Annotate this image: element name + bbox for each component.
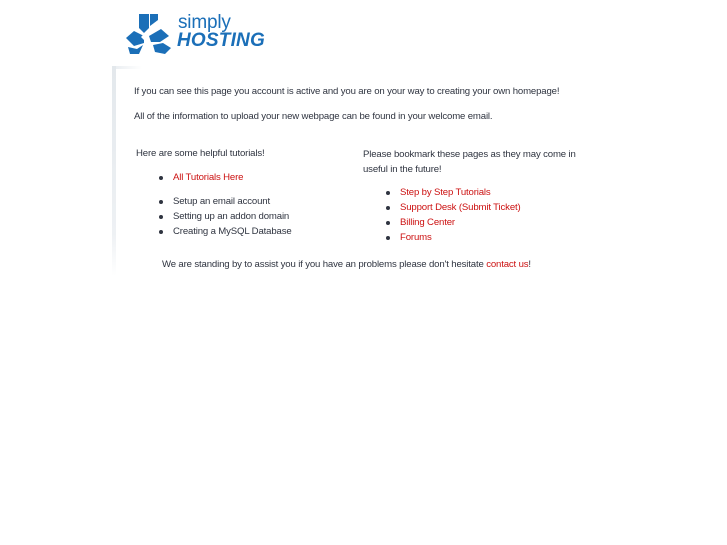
all-tutorials-link[interactable]: All Tutorials Here [173, 172, 244, 183]
step-by-step-tutorials-link[interactable]: Step by Step Tutorials [400, 187, 491, 198]
tutorial-topic-addon-domain: Setting up an addon domain [173, 211, 290, 222]
list-item [363, 187, 603, 202]
logo-mark-icon [125, 12, 177, 56]
featured-tutorials-list [136, 172, 346, 187]
bullet-icon [159, 215, 163, 219]
list-item [363, 202, 603, 217]
frame-top-border [112, 66, 142, 69]
tutorial-topic-mysql: Creating a MySQL Database [173, 226, 292, 237]
intro-line-welcome-email: All of the information to upload your new webpage can be found in your welcome email. [134, 111, 493, 122]
bookmark-links-list [363, 187, 603, 247]
bullet-icon [386, 221, 390, 225]
list-item [136, 226, 346, 241]
bullet-icon [386, 236, 390, 240]
support-message [162, 259, 531, 271]
bullet-icon [386, 206, 390, 210]
bullet-icon [159, 176, 163, 180]
logo-word-simply: simply [178, 12, 231, 33]
tutorial-topic-email: Setup an email account [173, 196, 270, 207]
billing-center-link[interactable]: Billing Center [400, 217, 455, 228]
logo-word-hosting: HOSTING [177, 30, 265, 51]
bullet-icon [159, 200, 163, 204]
support-message-text: We are standing by to assist you if you have an problems please don't hesitate [162, 259, 487, 270]
list-item [363, 217, 603, 232]
bookmarks-column [363, 148, 603, 247]
list-item [136, 211, 346, 226]
bullet-icon [159, 230, 163, 234]
contact-us-link[interactable]: contact us [486, 259, 529, 270]
bookmarks-heading: Please bookmark these pages as they may come in useful in the future! [363, 149, 576, 175]
frame-left-border [112, 66, 116, 276]
tutorials-column [136, 148, 346, 241]
simply-hosting-logo[interactable] [125, 12, 270, 56]
support-desk-link[interactable]: Support Desk (Submit Ticket) [400, 202, 521, 213]
list-item [136, 196, 346, 211]
forums-link[interactable]: Forums [400, 232, 432, 243]
support-message-end: ! [528, 259, 531, 270]
bullet-icon [386, 191, 390, 195]
list-item [136, 172, 346, 187]
list-item [363, 232, 603, 247]
tutorial-topics-list [136, 196, 346, 241]
tutorials-heading: Here are some helpful tutorials! [136, 148, 265, 159]
intro-line-active: If you can see this page you account is active and you are on your way to creating your own homepage! [134, 86, 560, 97]
